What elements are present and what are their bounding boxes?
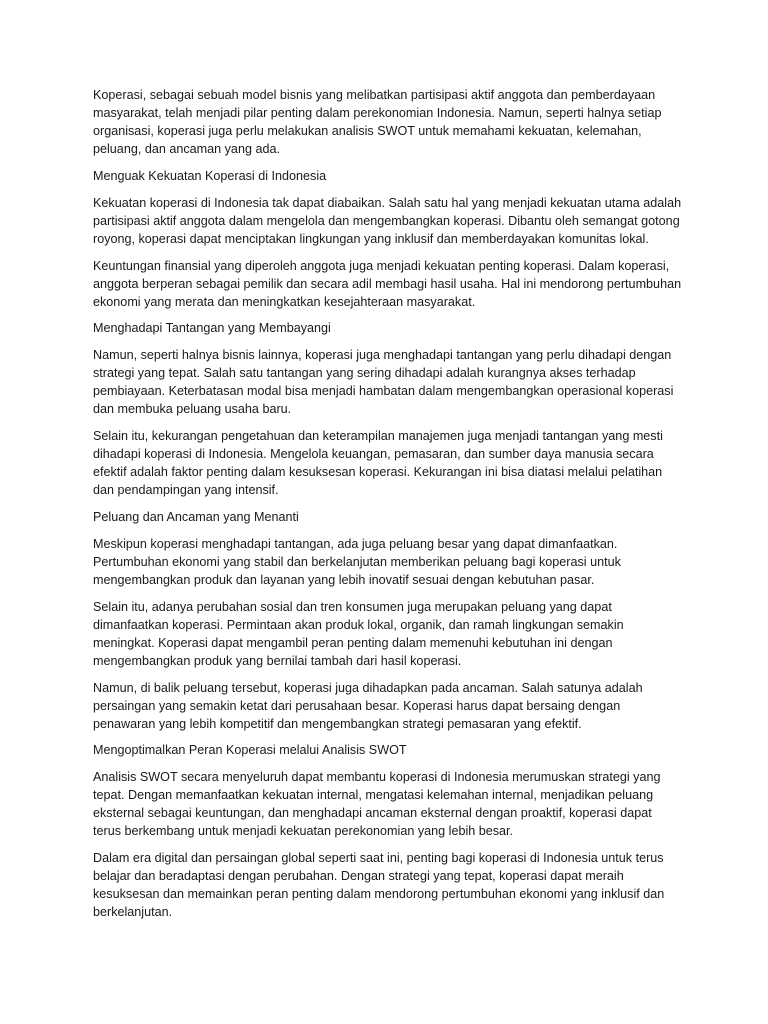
- section-heading-strengths: Menguak Kekuatan Koperasi di Indonesia: [93, 168, 327, 183]
- paragraph-challenges-1: Namun, seperti halnya bisnis lainnya, koperasi juga menghadapi tantangan yang perlu dihadapi dengan strategi yang tepat. Salah satu tantangan yang sering dihadapi adalah kurangnya akses terhadap pembiayaan. Keterbatasan modal bisa menjadi hambatan dalam mengembangkan operasional koperasi dan membuka peluang usaha baru.: [93, 348, 674, 417]
- paragraph-strengths-2: Keuntungan finansial yang diperoleh anggota juga menjadi kekuatan penting koperasi. Dalam koperasi, anggota berperan sebagai pemilik dan secara adil membagi hasil usaha. Hal ini mendorong pertumbuhan ekonomi yang merata dan meningkatkan kesejahteraan masyarakat.: [93, 258, 682, 309]
- document-page: [93, 86, 683, 930]
- section-heading-opportunities: Peluang dan Ancaman yang Menanti: [93, 510, 299, 525]
- paragraph-threats: Namun, di balik peluang tersebut, koperasi juga dihadapkan pada ancaman. Salah satunya adalah persaingan yang semakin ketat dari perusahaan besar. Koperasi harus dapat bersaing dengan penawaran yang lebih kompetitif dan mengembangkan strategi pemasaran yang efektif.: [93, 680, 643, 731]
- paragraph-challenges-2: Selain itu, kekurangan pengetahuan dan keterampilan manajemen juga menjadi tantangan yang mesti dihadapi koperasi di Indonesia. Mengelola keuangan, pemasaran, dan sumber daya manusia secara efektif adalah faktor penting dalam kesuksesan koperasi. Kekurangan ini bisa diatasi melalui pelatihan dan pendampingan yang intensif.: [93, 429, 663, 498]
- paragraph-strengths-1: Kekuatan koperasi di Indonesia tak dapat diabaikan. Salah satu hal yang menjadi kekuatan utama adalah partisipasi aktif anggota dalam mengelola dan mengembangkan koperasi. Dibantu oleh semangat gotong royong, koperasi dapat menciptakan lingkungan yang inklusif dan memberdayakan komunitas lokal.: [93, 195, 682, 246]
- section-heading-swot: Mengoptimalkan Peran Koperasi melalui Analisis SWOT: [93, 743, 407, 758]
- section-heading-challenges: Menghadapi Tantangan yang Membayangi: [93, 321, 331, 336]
- paragraph-swot-2: Dalam era digital dan persaingan global seperti saat ini, penting bagi koperasi di Indonesia untuk terus belajar dan beradaptasi dengan perubahan. Dengan strategi yang tepat, koperasi dapat meraih kesuksesan dan memainkan peran penting dalam mendorong pertumbuhan ekonomi yang inklusif dan berkelanjutan.: [93, 851, 665, 920]
- paragraph-opportunities-1: Meskipun koperasi menghadapi tantangan, ada juga peluang besar yang dapat dimanfaatkan. Pertumbuhan ekonomi yang stabil dan berkelanjutan memberikan peluang bagi koperasi untuk mengembangkan produk dan layanan yang lebih inovatif sesuai dengan kebutuhan pasar.: [93, 536, 621, 587]
- paragraph-swot-1: Analisis SWOT secara menyeluruh dapat membantu koperasi di Indonesia merumuskan strategi yang tepat. Dengan memanfaatkan kekuatan internal, mengatasi kelemahan internal, menjadikan peluang eksternal sebagai keuntungan, dan menghadapi ancaman eksternal dengan proaktif, koperasi dapat terus berkembang untuk menjadi kekuatan perekonomian yang lebih besar.: [93, 770, 661, 839]
- paragraph-opportunities-2: Selain itu, adanya perubahan sosial dan tren konsumen juga merupakan peluang yang dapat dimanfaatkan koperasi. Permintaan akan produk lokal, organik, dan ramah lingkungan semakin meningkat. Koperasi dapat mengambil peran penting dalam memenuhi kebutuhan ini dengan mengembangkan produk yang bernilai tambah dari hasil koperasi.: [93, 599, 624, 668]
- paragraph-intro: Koperasi, sebagai sebuah model bisnis yang melibatkan partisipasi aktif anggota dan pemberdayaan masyarakat, telah menjadi pilar penting dalam perekonomian Indonesia. Namun, seperti halnya setiap organisasi, koperasi juga perlu melakukan analisis SWOT untuk memahami kekuatan, kelemahan, peluang, dan ancaman yang ada.: [93, 88, 662, 157]
